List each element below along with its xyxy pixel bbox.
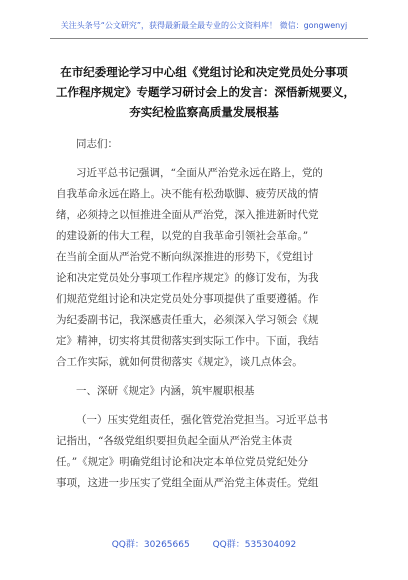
paragraph-line: 们规范党组讨论和决定党员处分事项提供了重要遵循。作 <box>56 293 319 305</box>
paragraph-line: 合工作实际，就如何贯彻落实《规定》，谈几点体会。 <box>56 356 303 368</box>
header-divider <box>50 38 368 39</box>
paragraph-line: 记指出，“各级党组织要担负起全面从严治党主体责 <box>56 435 293 447</box>
qq-group-1: QQ群：30265665 <box>111 540 190 550</box>
paragraph-line: （一）压实党组责任，强化管党治党担当。习近平总书 <box>76 414 328 426</box>
header-note: 关注头条号“公文研究”，获得最新最全最专业的公文资料库！ 微信：gongwenyj <box>60 21 348 30</box>
paragraph-line: 事项，这进一步压实了党组全面从严治党主体责任。党组 <box>56 477 319 489</box>
paragraph-line: 绪，必须持之以恒推进全面从严治党，深入推进新时代党 <box>56 209 319 221</box>
paragraph-line: 在当前全面从严治党不断向纵深推进的形势下，《党组讨 <box>56 251 314 263</box>
paragraph-line: 任。”《规定》明确党组讨论和决定本单位党员党纪处分 <box>56 456 309 468</box>
paragraph-line: 的建设新的伟大工程，以党的自我革命引领社会革命。” <box>56 230 309 242</box>
salutation: 同志们： <box>76 138 118 150</box>
footer-contacts <box>0 537 408 550</box>
title-line: 工作程序规定》专题学习研讨会上的发言：深悟新规要义， <box>56 85 355 99</box>
title-line: 夯实纪检监察高质量发展根基 <box>129 105 279 119</box>
paragraph-line: 习近平总书记强调，“全面从严治党永远在路上，党的 <box>76 167 323 179</box>
paragraph-line: 自我革命永远在路上。决不能有松劲歇脚、疲劳厌战的情 <box>56 188 319 200</box>
document-body <box>56 134 356 494</box>
paragraph-line: 论和决定党员处分事项工作程序规定》的修订发布，为我 <box>56 272 319 284</box>
paragraph-line: 定》精神，切实将其贯彻落实到实际工作中。下面，我结 <box>56 335 319 347</box>
title-line: 在市纪委理论学习中心组《党组讨论和决定党员处分事项 <box>60 65 348 79</box>
qq-group-2: QQ群：535304092 <box>212 540 297 550</box>
section-heading: 一、深研《规定》内涵，筑牢履职根基 <box>76 385 255 397</box>
document-title <box>56 62 355 122</box>
paragraph-line: 为纪委副书记，我深感责任重大，必须深入学习领会《规 <box>56 314 319 326</box>
